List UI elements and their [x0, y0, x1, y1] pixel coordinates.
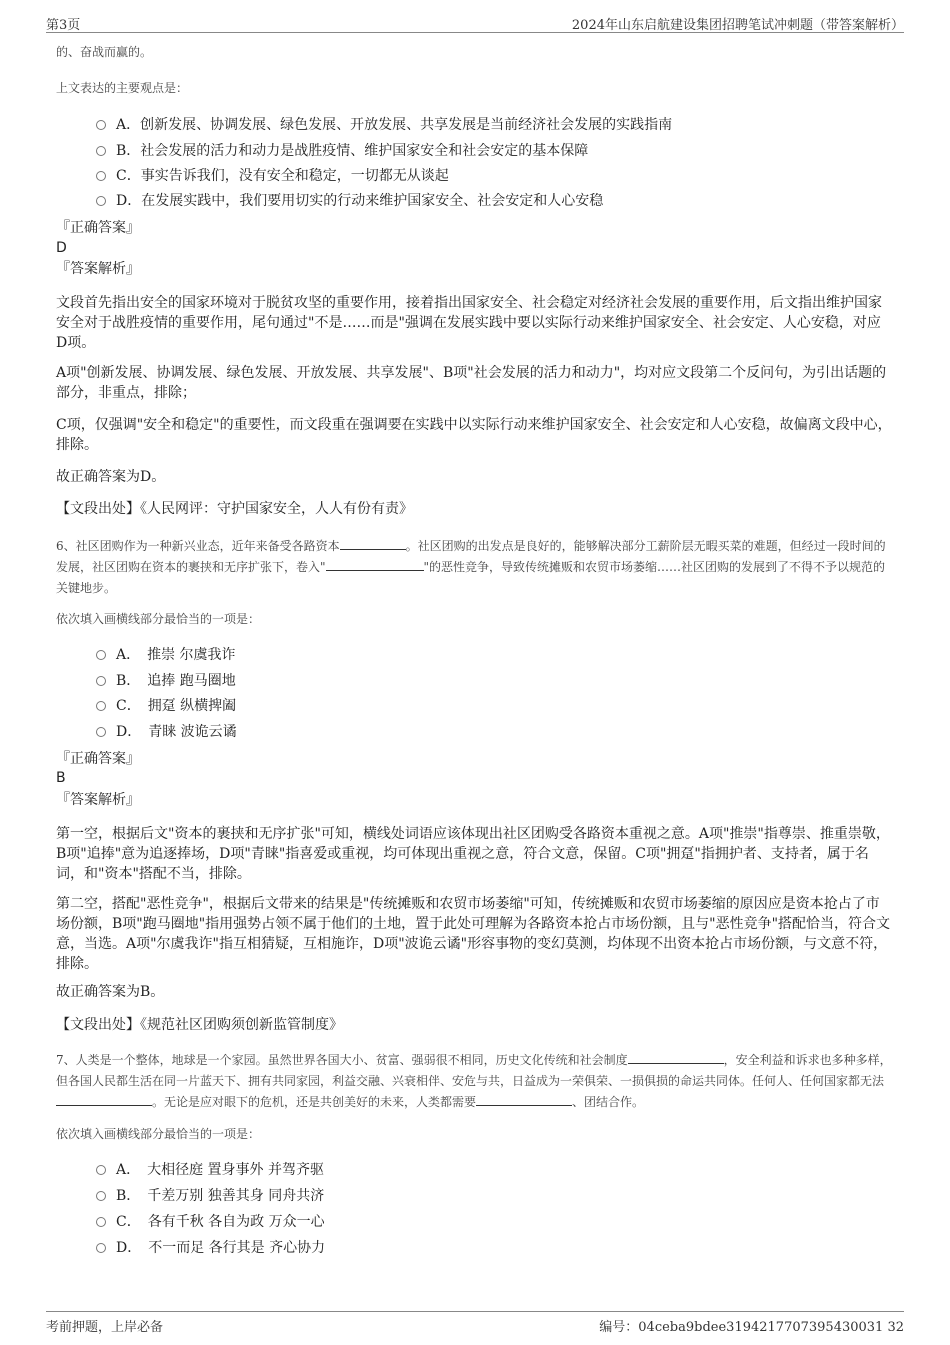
q5-analysis-p2: A项"创新发展、协调发展、绿色发展、开放发展、共享发展"、B项"社会发展的活力和动力"，均对应文段第二个反问句，为引出话题的部分，非重点，排除；: [56, 365, 887, 401]
q7-option-c[interactable]: C． 各有千秋 各自为政 万众一心: [96, 1212, 325, 1232]
q7-blank-3: [476, 1093, 572, 1106]
q6-analysis-p1: 第一空，根据后文"资本的裹挟和无序扩张"可知，横线处词语应该体现出社区团购受各路资本重视之意。A项"推崇"指尊崇、推重崇敬，B项"追捧"意为追逐捧场，D项"青睐"指喜爱或重视，均可体现出重视之意，符合文意，保留。C项"拥趸"指拥护者、支持者，属于名词，和"资本"搭配不当，排除。: [56, 826, 890, 882]
q7-option-d[interactable]: D． 不一而足 各行其是 齐心协力: [96, 1238, 325, 1258]
radio-icon[interactable]: [96, 1165, 106, 1175]
q7-blank-2: [56, 1093, 152, 1106]
q6-option-c[interactable]: C． 拥趸 纵横捭阖: [96, 696, 236, 716]
q6-source: 【文段出处】《规范社区团购须创新监管制度》: [56, 1017, 343, 1033]
radio-icon[interactable]: [96, 727, 106, 737]
radio-icon[interactable]: [96, 1243, 106, 1253]
page-footer: [46, 1311, 904, 1336]
q7-prompt: 依次填入画横线部分最恰当的一项是：: [56, 1127, 261, 1141]
footer-slogan: 考前押题，上岸必备: [46, 1320, 164, 1335]
q5-analysis-p1: 文段首先指出安全的国家环境对于脱贫攻坚的重要作用，接着指出国家安全、社会稳定对经济社会发展的重要作用，后文指出维护国家安全对于战胜疫情的重要作用，尾句通过"不是……而是"强调在发展实践中要以实际行动来维护国家安全、社会安定、人心安稳，对应D项。: [56, 295, 882, 351]
q5-option-c[interactable]: C．事实告诉我们，没有安全和稳定，一切都无从谈起: [96, 166, 449, 186]
radio-icon[interactable]: [96, 196, 106, 206]
radio-icon[interactable]: [96, 120, 106, 130]
q6-analysis-p3: 故正确答案为B。: [56, 984, 165, 1000]
q6-stem: 6、社区团购作为一种新兴业态，近年来备受各路资本 。社区团购的出发点是良好的，能够解决部分工薪阶层无暇买菜的难题，但经过一段时间的发展，社区团购在资本的裹挟和无序扩张下，卷入" "的恶性竞争，导致传统摊贩和农贸市场萎缩……社区团购的发展到了不得不予以规范的关键地步。: [56, 539, 886, 595]
radio-icon[interactable]: [96, 1191, 106, 1201]
q5-analysis-p3: C项，仅强调"安全和稳定"的重要性，而文段重在强调要在实践中以实际行动来维护国家安全、社会安定和人心安稳，故偏离文段中心，排除。: [56, 417, 892, 453]
q6-option-b[interactable]: B． 追捧 跑马圈地: [96, 671, 236, 691]
q5-stem-tail: 的、奋战而赢的。: [56, 45, 153, 59]
q5-option-d[interactable]: D．在发展实践中，我们要用切实的行动来维护国家安全、社会安定和人心安稳: [96, 191, 603, 211]
q7-option-a[interactable]: A． 大相径庭 置身事外 并驾齐驱: [96, 1160, 324, 1180]
q7-blank-1: [628, 1051, 724, 1064]
q6-answer-label: 『正确答案』: [56, 751, 140, 767]
q5-option-a[interactable]: A．创新发展、协调发展、绿色发展、开放发展、共享发展是当前经济社会发展的实践指南: [96, 115, 672, 135]
q6-prompt: 依次填入画横线部分最恰当的一项是：: [56, 612, 261, 626]
page-header: [46, 10, 904, 33]
q6-blank-1: [340, 537, 406, 550]
q7-option-b[interactable]: B． 千差万别 独善其身 同舟共济: [96, 1186, 324, 1206]
radio-icon[interactable]: [96, 146, 106, 156]
q5-answer-label: 『正确答案』: [56, 220, 140, 236]
radio-icon[interactable]: [96, 1217, 106, 1227]
radio-icon[interactable]: [96, 676, 106, 686]
q6-analysis-label: 『答案解析』: [56, 792, 140, 808]
radio-icon[interactable]: [96, 171, 106, 181]
q5-analysis-label: 『答案解析』: [56, 261, 140, 277]
q5-option-b[interactable]: B．社会发展的活力和动力是战胜疫情、维护国家安全和社会安定的基本保障: [96, 141, 588, 161]
q5-source: 【文段出处】《人民网评：守护国家安全，人人有份有责》: [56, 501, 413, 517]
q7-stem: 7、人类是一个整体，地球是一个家园。虽然世界各国大小、贫富、强弱很不相同，历史文化传统和社会制度 ，安全利益和诉求也多种多样，但各国人民都生活在同一片蓝天下、拥有共同家园，利益交融、兴衰相伴、安危与共，日益成为一荣俱荣、一损俱损的命运共同体。任何人、任何国家都无法。无论是应对眼下的危机，还是共创美好的未来，人类都需要 、团结合作。: [56, 1053, 892, 1109]
q6-option-a[interactable]: A． 推崇 尔虞我诈: [96, 645, 236, 665]
q5-analysis-p4: 故正确答案为D。: [56, 469, 166, 485]
document-title: 2024年山东启航建设集团招聘笔试冲刺题（带答案解析）: [571, 18, 904, 33]
q6-answer: B: [56, 770, 66, 786]
q6-option-d[interactable]: D． 青睐 波诡云谲: [96, 722, 237, 742]
radio-icon[interactable]: [96, 650, 106, 660]
q5-answer: D: [56, 240, 67, 256]
q6-blank-2: [326, 558, 424, 571]
page-number: 第3页: [46, 18, 81, 33]
radio-icon[interactable]: [96, 701, 106, 711]
document-code: 编号：04ceba9bdee3194217707395430031 32: [599, 1320, 904, 1335]
q5-prompt: 上文表达的主要观点是：: [56, 81, 189, 95]
q6-analysis-p2: 第二空，搭配"恶性竞争"，根据后文带来的结果是"传统摊贩和农贸市场萎缩"可知，传统摊贩和农贸市场萎缩的原因应是资本抢占了市场份额，B项"跑马圈地"指用强势占领不属于他们的土地，置于此处可理解为各路资本抢占市场份额，且与"恶性竞争"搭配恰当，符合文意，当选。A项"尔虞我诈"指互相猜疑，互相施诈，D项"波诡云谲"形容事物的变幻莫测，均体现不出资本抢占市场份额，与文意不符，排除。: [56, 896, 891, 972]
